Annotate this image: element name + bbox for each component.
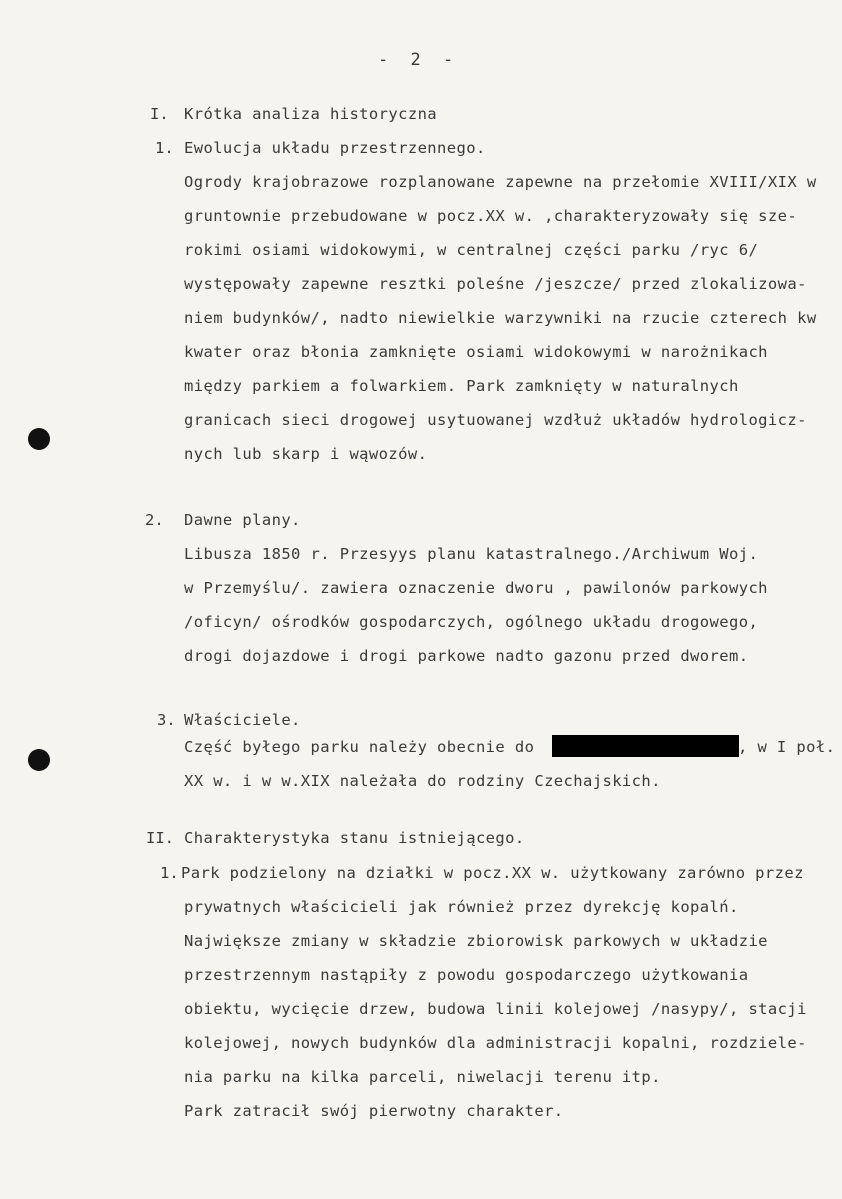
paragraph-line: w Przemyślu/. zawiera oznaczenie dworu , pawilonów parkowych — [184, 579, 768, 597]
paragraph-line: między parkiem a folwarkiem. Park zamknięty w naturalnych — [184, 377, 739, 395]
redaction-bar — [552, 735, 739, 757]
paragraph-line: przestrzennym nastąpiły z powodu gospodarczego użytkowania — [184, 966, 749, 984]
paragraph-line: nia parku na kilka parceli, niwelacji terenu itp. — [184, 1068, 661, 1086]
paragraph-line: Libusza 1850 r. Przesyys planu katastralnego./Archiwum Woj. — [184, 545, 759, 563]
paragraph-line: XX w. i w w.XIX należała do rodziny Czechajskich. — [184, 772, 661, 790]
subsection-number: 1. — [155, 139, 174, 157]
section-heading: Charakterystyka stanu istniejącego. — [184, 829, 525, 847]
paragraph-line: Ogrody krajobrazowe rozplanowane zapewne na przełomie XVIII/XIX w — [184, 173, 817, 191]
paragraph-line: Część byłego parku należy obecnie do — [184, 738, 535, 756]
subsection-title: Dawne plany. — [184, 511, 301, 529]
paragraph-line: , w I poł. — [738, 738, 836, 756]
paragraph-line: kwater oraz błonia zamknięte osiami widokowymi w narożnikach — [184, 343, 768, 361]
punch-hole — [28, 749, 50, 771]
paragraph-line: występowały zapewne resztki poleśne /jeszcze/ przed zlokalizowa- — [184, 275, 807, 293]
subsection-number: 1. — [160, 864, 179, 882]
paragraph-line: niem budynków/, nadto niewielkie warzywniki na rzucie czterech kw — [184, 309, 817, 327]
section-number: II. — [146, 829, 174, 847]
paragraph-line: rokimi osiami widokowymi, w centralnej części parku /ryc 6/ — [184, 241, 759, 259]
page-number: - 2 - — [378, 50, 460, 70]
paragraph-line: nych lub skarp i wąwozów. — [184, 445, 428, 463]
punch-hole — [28, 428, 50, 450]
paragraph-line: Park zatracił swój pierwotny charakter. — [184, 1102, 564, 1120]
paragraph-line: obiektu, wycięcie drzew, budowa linii kolejowej /nasypy/, stacji — [184, 1000, 807, 1018]
section-number: I. — [150, 105, 169, 123]
paragraph-line: Największe zmiany w składzie zbiorowisk parkowych w układzie — [184, 932, 768, 950]
subsection-title: Ewolucja układu przestrzennego. — [184, 139, 486, 157]
subsection-number: 2. — [145, 511, 164, 529]
subsection-title: Właściciele. — [184, 711, 301, 729]
paragraph-line: prywatnych właścicieli jak również przez dyrekcję kopalń. — [184, 898, 739, 916]
subsection-number: 3. — [157, 711, 176, 729]
section-heading: Krótka analiza historyczna — [184, 105, 438, 123]
paragraph-line: drogi dojazdowe i drogi parkowe nadto gazonu przed dworem. — [184, 647, 749, 665]
paragraph-line: /oficyn/ ośrodków gospodarczych, ogólnego układu drogowego, — [184, 613, 759, 631]
paragraph-line: kolejowej, nowych budynków dla administracji kopalni, rozdziele- — [184, 1034, 807, 1052]
paragraph-line: Park podzielony na działki w pocz.XX w. użytkowany zarówno przez — [181, 864, 804, 882]
paragraph-line: granicach sieci drogowej usytuowanej wzdłuż układów hydrologicz- — [184, 411, 807, 429]
paragraph-line: gruntownie przebudowane w pocz.XX w. ,charakteryzowały się sze- — [184, 207, 798, 225]
